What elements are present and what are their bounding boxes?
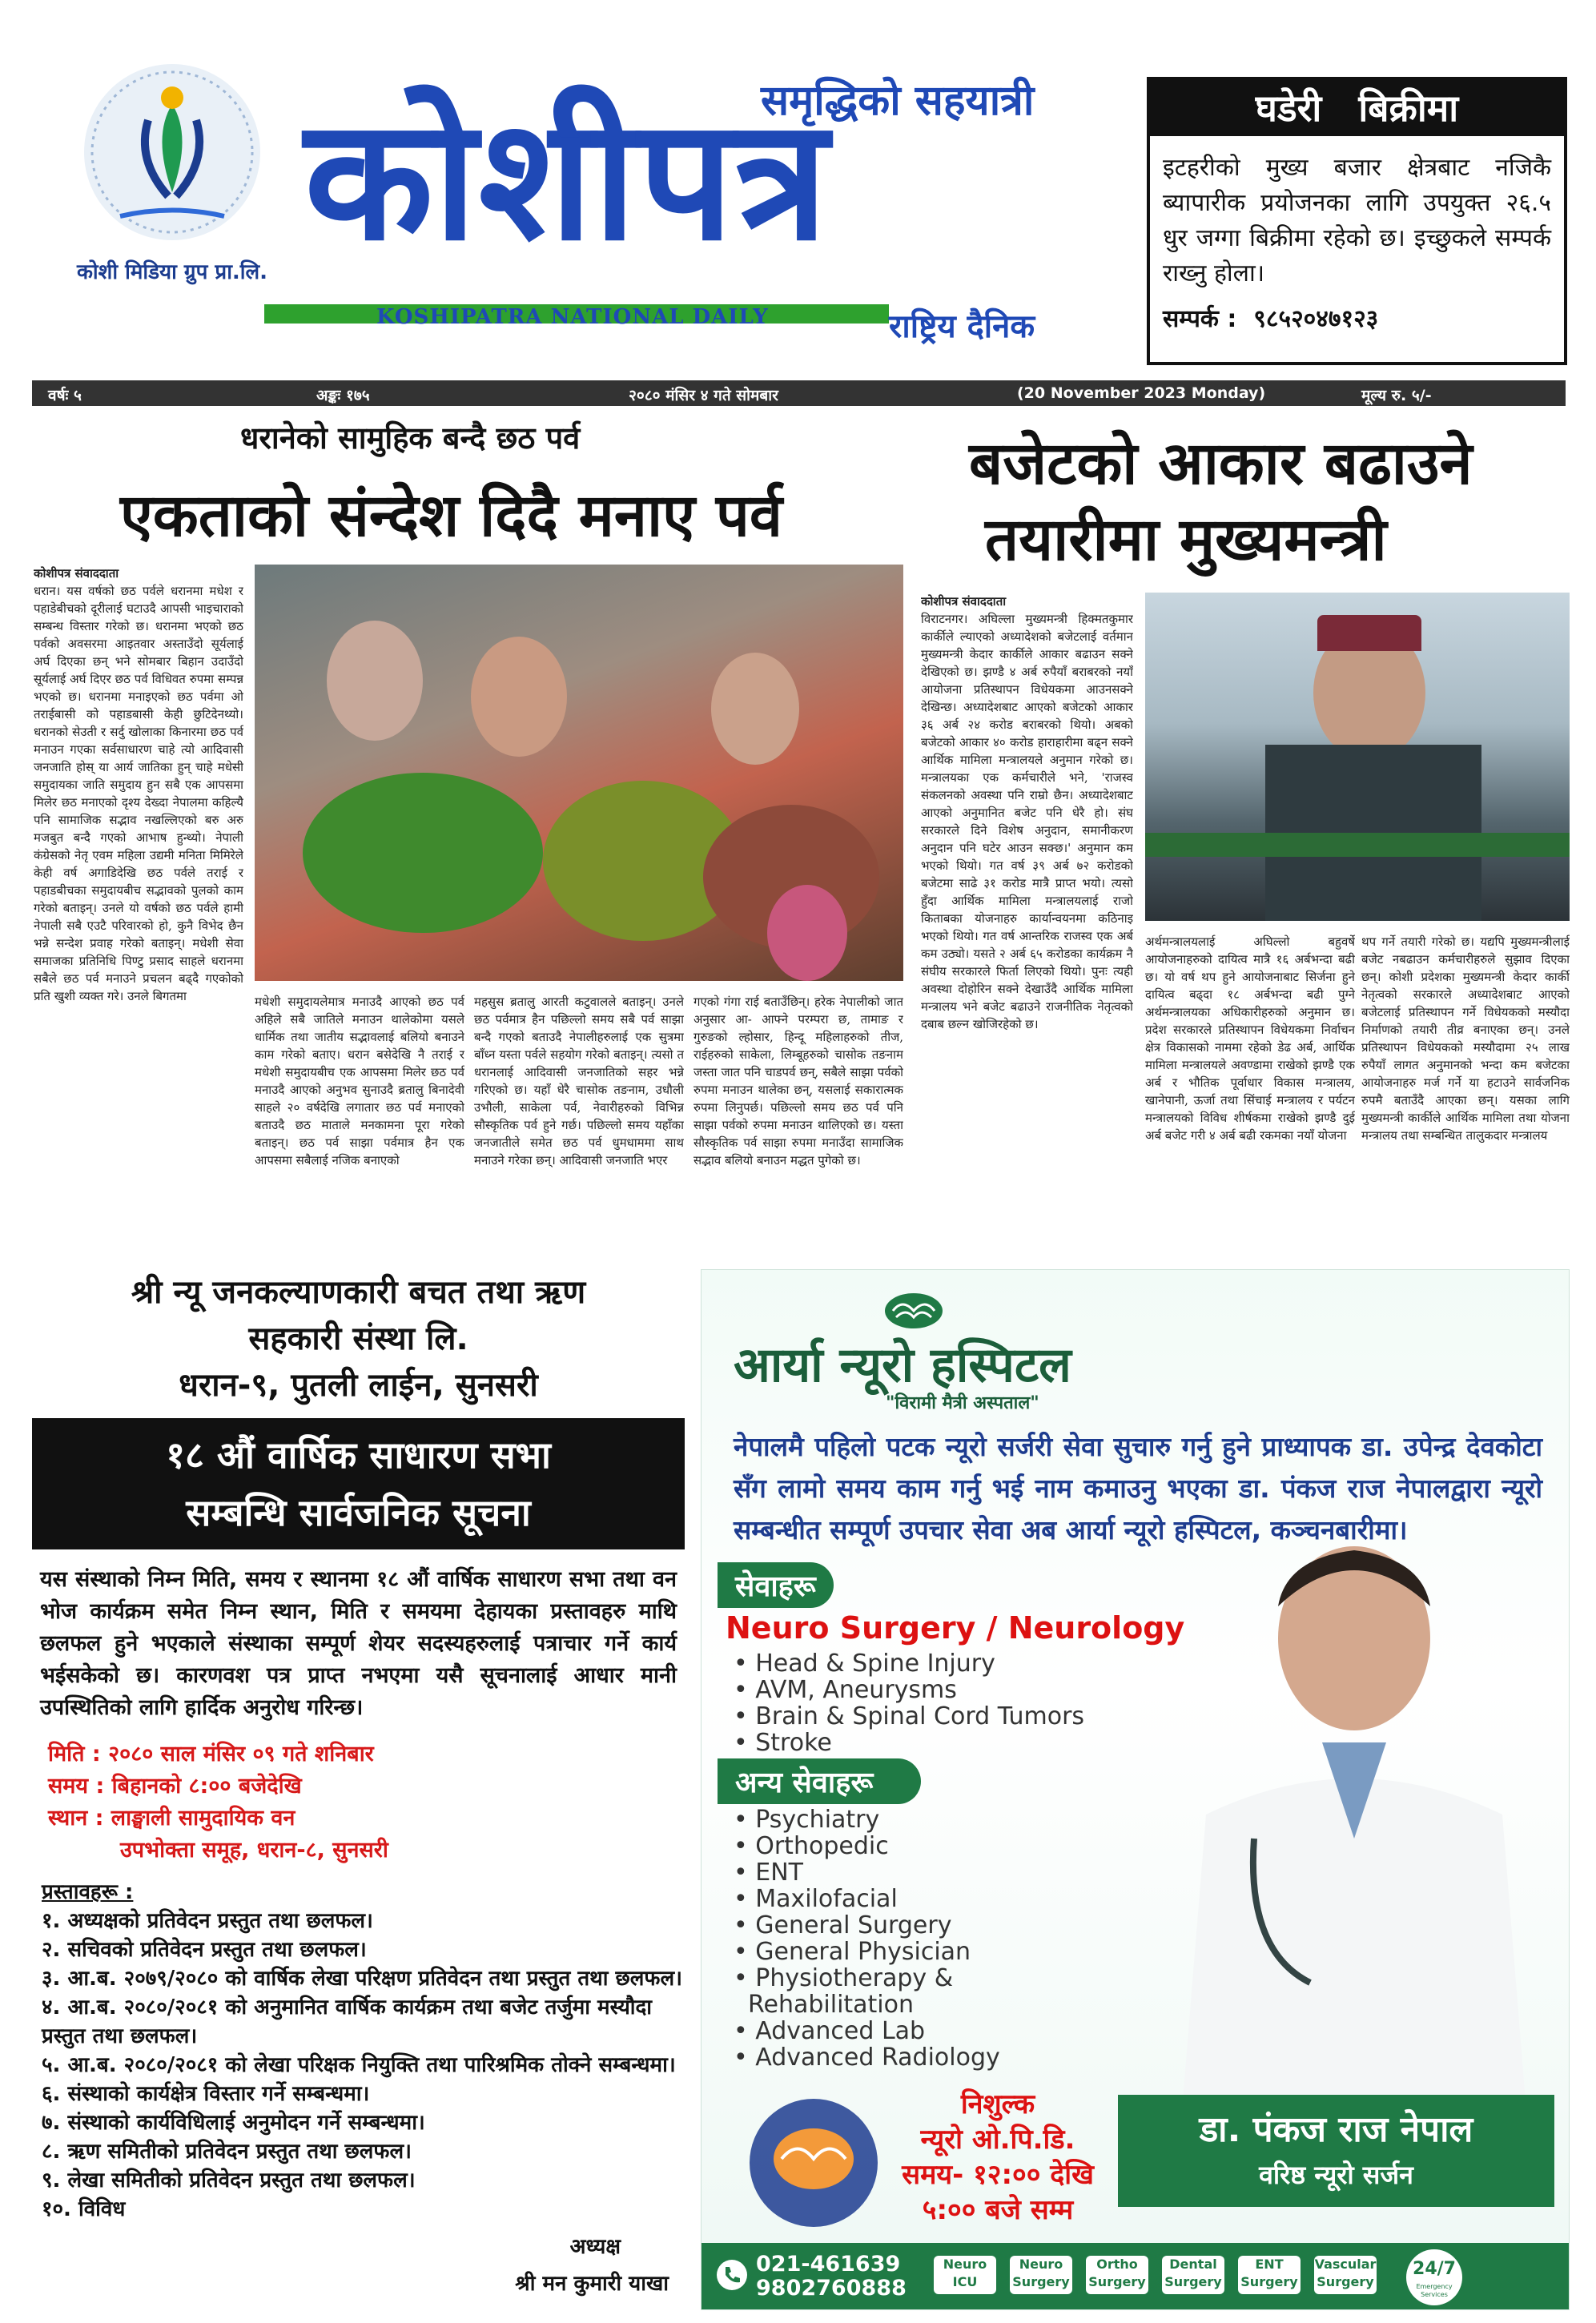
other-services-band (718, 1758, 921, 1804)
proposal-item: ४. आ.ब. २०८०/२०८१ को अनुमानित वार्षिक कार्यक्रम तथा बजेट तर्जुमा मस्यौदा प्रस्तुत तथा छलफल। (42, 1995, 653, 2048)
proposal-item: ७. संस्थाको कार्यविधिलाई अनुमोदन गर्ने सम्बन्धमा। (42, 2111, 425, 2135)
proposal-item: ६. संस्थाको कार्यक्षेत्र विस्तार गर्ने सम्बन्धमा। (42, 2082, 370, 2106)
story2-column-3: थप गर्ने तयारी गरेको छ। यद्यपि मुख्यमन्त्रीलाई बजेट नबढाउन कर्मचारीहरुले सुझाव दिएका छन्। कोशी प्रदेशका मुख्यमन्त्री केदार कार्की नेतृत्वको सरकारले अध्यादेशबाट आएको बजेटलाई प्रतिस्थापन गर्ने विधेयकको मस्यौदा निर्माणको तयारी तीव्र बनाएका छन्। उनले प्रतिस्थापन विधेयकको मस्यौदामा २५ लाख रुपैयाँ लागत अनुमानको भन्दा कम बजेटका आयोजनाहरु मर्ज गर्ने या हटाउने सार्वजनिक रुपमै बताउँदै आएका छन्। यसका लागि मुख्यमन्त्री कार्कीले आर्थिक मामिला तथा योजना मन्त्रालय तथा सम्बन्धित तालुकदार मन्त्रालय (1361, 934, 1570, 1143)
service-pill: Vascular Surgery (1314, 2256, 1377, 2294)
free-opd-block (894, 2087, 1102, 2228)
free-opd-line4: ५:०० बजे सम्म (922, 2194, 1074, 2226)
hospital-advertisement (701, 1269, 1570, 2310)
free-opd-line2: न्यूरो ओ.पि.डि. (920, 2124, 1075, 2156)
other-service-item: • General Physician (734, 1938, 971, 1966)
services-band (718, 1562, 834, 1608)
other-service-item: • Advanced Lab (734, 2017, 926, 2045)
notice-title-line2: सम्बन्धि सार्वजनिक सूचना (186, 1491, 531, 1534)
date-english: (20 November 2023 Monday) (1017, 384, 1266, 402)
hospital-phones (756, 2253, 907, 2301)
story1-headline: एकताको संन्देश दिदै मनाए पर्व (120, 481, 782, 550)
other-service-item: • Advanced Radiology (734, 2044, 1000, 2072)
masthead-daily-label: राष्ट्रिय दैनिक (889, 308, 1035, 345)
phone-icon (716, 2259, 748, 2294)
story2-photo-chief-minister (1145, 593, 1570, 921)
notice-place-line2: उपभोक्ता समूह, धरान-८, सुनसरी (120, 1838, 388, 1863)
phone-2: 9802760888 (756, 2276, 907, 2301)
brain-scan-icon (746, 2095, 882, 2234)
other-service-item: • Maxilofacial (734, 1885, 898, 1913)
proposal-item: ३. आ.ब. २०७९/२०८० को वार्षिक लेखा परिक्षण प्रतिवेदन तथा प्रस्तुत तथा छलफल। (42, 1967, 682, 1991)
publisher-logo (56, 56, 288, 272)
notice-sign-title: अध्यक्ष (569, 2235, 621, 2259)
story1-column-3: महसुस ब्रतालु आरती कटुवालले बताइन्। उनले छठ पर्वमात्र हैन पछिल्लो समय सबै पर्व साझा बन्दै गएको बताउदै नेपालीहरुलाई एक सुत्रमा बाँध्न यस्ता पर्वले सहयोग गरेको बताइन्। त्यसो त धरानलाई आदिवासी जनजातिको सहर भन्ने गरिएको छ। यहाँ धेरै चासोक तङनाम, उधौली उभौली, साकेला पर्व, नेवारीहरुको विभिन्न सौस्कृतिक पर्व हुने गर्छ। पछिल्लो समय यहाँका जनजातीले समेत छठ पर्व धुमधाममा साथ मनाउने गरेका छन्। आदिवासी जनजाति भएर (474, 995, 684, 1168)
proposal-item: १०. विविध (42, 2197, 126, 2221)
masthead-tagline: समृद्धिको सहयात्री (761, 77, 1035, 125)
free-opd-line1: निशुल्क (960, 2088, 1035, 2120)
hospital-footer-bar (702, 2243, 1570, 2310)
other-service-item: Rehabilitation (748, 1991, 915, 2019)
specialty-title: Neuro Surgery / Neurology (726, 1610, 1185, 1646)
notice-title-band (32, 1418, 685, 1549)
doctor-name: डा. पंकज राज नेपाल (1199, 2109, 1473, 2150)
other-services-list (734, 1807, 1000, 2071)
notice-body: यस संस्थाको निम्न मिति, समय र स्थानमा १८ औं वार्षिक साधारण सभा तथा वन भोज कार्यक्रम समेत निम्न स्थान, मिति र समयमा देहायका प्रस्तावहरु माथि छलफल हुने भएकाले संस्थाका सम्पूर्ण शेयर सदस्यहरुलाई पत्राचार गर्ने कार्य भईसकेको छ। कारणवश पत्र प्राप्त नभएमा यसै सूचनालाई आधार मानी उपस्थितिको लागि हार्दिक अनुरोध गरिन्छ। (40, 1567, 677, 1720)
story2-col1-text: विराटनगर। अघिल्ला मुख्यमन्त्री हिक्मतकुमार कार्कीले ल्याएको अध्यादेशको बजेटलाई वर्तमान मुख्यमन्त्री केदार कार्कीले आकार बढाउन सक्ने देखिएको छ। झण्डै ४ अर्ब रुपैयाँ बराबरको नयाँ आयोजना प्रतिस्थापन विधेयकमा आउनसक्ने देखिन्छ। अध्यादेशबाट आएको बजेटको आकार ३६ अर्ब २४ करोड बराबरको थियो। अबको बजेटको आकार ४० करोड हाराहारीमा बढ्न सक्ने आर्थिक मामिला मन्त्रालयले अनुमान गरेको छ। मन्त्रालयका एक कर्मचारीले भने, 'राजस्व संकलनको अवस्था पनि राम्रो छैन। अध्यादेशबाट आएको अनुमानित बजेट पनि धेरै हो। संघ सरकारले दिने विशेष अनुदान, समानीकरण अनुदान पनि घटेर आउन सक्छ।' अनुमान कम भएको थियो। गत वर्ष ३९ अर्ब ७२ करोडको बजेटमा साढे ३१ करोड मात्रै प्राप्त भयो। त्यसो हुँदा आर्थिक मामिला मन्त्रालयलाई राजो किताबका योजनाहरु कार्यान्वयनमा कठिनाइ भएको थियो। गत वर्ष आन्तरिक राजस्व एक अर्ब कम उठ्यो। यसते २ अर्ब ६५ करोडका कार्यक्रम नै संघीय सरकारले फिर्ता लिएको थियो। पुनः त्यही अवस्था दोहोरिन सक्ने देखाउँदै आर्थिक मामिला मन्त्रालय भने बजेट बढाउने राजनीतिक नेतृत्वको दबाब छल्न खोजिरहेको छ। (921, 612, 1133, 1031)
classified-ad-box (1147, 77, 1567, 365)
story1-column-2: मधेशी समुदायलेमात्र मनाउदै आएको छठ पर्व अहिले सबै जातिले मनाउन थालेकोमा यसले धार्मिक तथा जातीय सद्भावलाई बलियो बनाउने काम गरेको बताए। धरान बसेदेखि नै तराई र मधेशी समुदायबीच एक आपसमा मिलेर छठ पर्व मनाउदै आएको अनुभव सुनाउदै ब्रतालु बिनादेवी साहले २० वर्षदेखि लगातार छठ पर्व मनाएको बताउदै छठ माताले मनकामना पूरा गरेको बताइन्। छठ पर्व साझा पर्वमात्र हैन एक आपसमा सबैलाई नजिक बनाएको (255, 995, 464, 1168)
notice-time: समय : बिहानको ८:०० बजेदेखि (48, 1774, 302, 1799)
service-pill: ENT Surgery (1238, 2256, 1301, 2294)
story1-column-4: गएको गंगा राई बताउँछिन्। हरेक नेपालीको जात अनुसार आ- आफ्ने परम्परा छ, तामाङ र गुरुङको ल्होसार, हिन्दू महिलाहरुको तीज, राईहरुको साकेला, लिम्बूहरुको चासोक तङनाम जस्ता जात पनि चाडपर्व छन्, सबैले साझा पर्वको रुपमा मनाउन थालेका छन्, यसलाई सकारात्मक रुपमा लिनुपर्छ। पछिल्लो समय छठ पर्व पनि साझा पर्वको रुपमा मनाउन थालिएको छ। यस्ता सौस्कृतिक पर्व साझा रुपमा मनाउँदा सामाजिक सद्भाव बलियो बनाउन मद्धत पुगेको छ। (693, 995, 903, 1168)
emergency-badge: 24/7 Emergency Services (1406, 2249, 1462, 2305)
story2-byline: कोशीपत्र संवाददाता (921, 594, 1007, 609)
notice-sign-name: श्री मन कुमारी याखा (515, 2272, 669, 2296)
proposal-item: १. अध्यक्षको प्रतिवेदन प्रस्तुत तथा छलफल। (42, 1909, 373, 1933)
service-pill: Neuro Surgery (1010, 2256, 1072, 2294)
story2-headline-line2: तयारीमा मुख्यमन्त्री (985, 505, 1387, 574)
specialty-item: • AVM, Aneurysms (734, 1676, 957, 1704)
classified-ad-body: इटहरीको मुख्य बजार क्षेत्रबाट नजिकै ब्यापारीक प्रयोजनका लागि उपयुक्त २६.५ धुर जग्गा बिक्रीमा रहेको छ। इच्छुकले सम्पर्क राख्नु होला। (1163, 154, 1551, 287)
proposal-item: ९. लेखा समितीको प्रतिवेदन प्रस्तुत तथा छलफल। (42, 2168, 416, 2192)
classified-ad-title: घडेरी बिक्रीमा (1150, 80, 1564, 136)
specialty-item: • Stroke (734, 1729, 832, 1757)
notice-org-line2: सहकारी संस्था लि. (248, 1320, 468, 1357)
cooperative-notice (32, 1269, 685, 2310)
hospital-intro: नेपालमै पहिलो पटक न्यूरो सर्जरी सेवा सुचारु गर्नु हुने प्राध्यापक डा. उपेन्द्र देवकोटा सँग लामो समय काम गर्नु भई नाम कमाउनु भएका डा. पंकज राज नेपालद्वारा न्यूरो सम्बन्धीत सम्पूर्ण उपचार सेवा अब आर्या न्यूरो हस्पिटल, कञ्चनबारीमा। (734, 1431, 1542, 1545)
notice-org-line1: श्री न्यू जनकल्याणकारी बचत तथा ऋण (131, 1274, 586, 1311)
story2-column-2: अर्थमन्त्रालयलाई अघिल्लो बहुवर्षे आयोजनाहरुको दायित्व मात्रै १६ अर्बभन्दा बढी छ। यो वर्ष थप हुने आयोजनाबाट सिर्जना हुने दायित्व बढ्दा १८ अर्बभन्दा बढी पुग्ने अर्थमन्त्रालयका अधिकारीहरुको अनुमान छ। प्रदेश सरकारले प्रतिस्थापन विधेयकमा निर्वाचन क्षेत्र विकासको नाममा रहेको डेढ अर्ब, आर्थिक मामिला मन्त्रालयले अवण्डामा राखेको झण्डै एक अर्ब र भौतिक पूर्वाधार विकास मन्त्रालय, खानेपानी, ऊर्जा तथा सिंचाई मन्त्रालय र पर्यटन मन्त्रालयको विविध शीर्षकमा राखेको झण्डै दुई अर्ब बजेट गरी ४ अर्ब बढी रकमका नयाँ योजना (1145, 934, 1355, 1143)
notice-date: मिति : २०८० साल मंसिर ०९ गते शनिबार (48, 1742, 374, 1766)
masthead-brand: कोशीपत्र (304, 82, 830, 278)
other-services-title: अन्य सेवाहरू (718, 1758, 921, 1804)
story1-byline: कोशीपत्र संवाददाता (34, 566, 119, 581)
service-pill: Neuro ICU (934, 2256, 996, 2294)
other-service-item: • Physiotherapy & (734, 1964, 954, 1992)
proposal-item: ८. ऋण समितीको प्रतिवेदन प्रस्तुत तथा छलफल। (42, 2140, 412, 2164)
story1-kicker: धरानेको सामुहिक बन्दै छठ पर्व (240, 420, 581, 456)
doctor-title: वरिष्ठ न्यूरो सर्जन (1259, 2160, 1413, 2190)
notice-place-line1: स्थान : लाङ्घाली सामुदायिक वन (48, 1806, 295, 1831)
story2-column-1 (921, 593, 1133, 1257)
contact-label: सम्पर्क : (1163, 305, 1237, 333)
phone-1: 021-461639 (756, 2252, 901, 2277)
free-opd-line3: समय- १२:०० देखि (902, 2159, 1094, 2191)
services-title: सेवाहरू (718, 1562, 834, 1608)
other-service-item: • Orthopedic (734, 1832, 889, 1860)
story1-col1-text: धरान। यस वर्षको छठ पर्वले धरानमा मधेश र पहाडेबीचको दूरीलाई घटाउदै आपसी भाइचाराको सम्बन्ध विस्तार गरेको छ। धरानमा भएको छठ पर्वको अवसरमा आइतवार अस्ताउँदो सूर्यलाई अर्घ दिएका छन् भने सोमबार बिहान उदाउँदो सूर्यलाई अर्घ दिएर छठ पर्व विधिवत रुपमा सम्पन्न भएको छ। धरानमा मनाइएको छठ पर्वमा ओ तराईबासी को पहाडबासी केही छुटिदेनथ्यो। धरानको सेउती र सर्दु खोलाका किनारमा छठ पर्व मनाउन गएका सर्वसाधारण चाहे त्यो आदिवासी जनजाति होस् या आर्य जातिका हुन् चाहे मधेसी समुदायका जाति समुदाय हुन सबै एक आपसमा मिलेर छठ मनाएको दृश्य देख्दा नेपालमा कहिल्यै पनि सामाजिक सद्भाव नखल्लिएको बरु अरु मजबुत बन्दै गएको आभाष हुन्थ्यो। नेपाली कंग्रेसको नेतृ एवम महिला उद्यमी मनिता मिमिरेले केही वर्ष अगाडिदेखि छठ पर्वले तराई र पहाडबीचका समुदायबीच सद्भावको पुलको काम गरेको बताइन्। उनले यो वर्षको छठ पर्वले हामी नेपाली सबै एउटै परिवारको हो, कुनै विभेद छैन भन्ने सन्देश प्रवाह गरेको बताइन्। मधेशी सेवा समाजका प्रतिनिधि पिण्टु प्रसाद साहले धरानमा सबैले छठ पर्व मनाउने प्रचलन बढ्दै गएकोको प्रति खुशी व्यक्त गरे। उनले बिगतमा (34, 584, 243, 1003)
date-nepali: २०८० मंसिर ४ गते सोमबार (629, 387, 778, 404)
hospital-name: आर्या न्यूरो हस्पिटल (734, 1337, 1071, 1393)
masthead-brand-english: KOSHIPATRA NATIONAL DAILY (376, 305, 769, 329)
other-service-item: • Psychiatry (734, 1806, 880, 1834)
volume-year: वर्षः ५ (48, 387, 82, 404)
service-pill: Ortho Surgery (1086, 2256, 1148, 2294)
classified-ad-contact (1150, 291, 1564, 344)
specialty-item: • Head & Spine Injury (734, 1650, 995, 1678)
other-service-item: • General Surgery (734, 1911, 952, 1939)
proposal-item: २. सचिवको प्रतिवेदन प्रस्तुत तथा छलफल। (42, 1938, 367, 1962)
issue-number: अङ्कः १७५ (316, 387, 370, 404)
proposal-item: ५. आ.ब. २०८०/२०८१ को लेखा परिक्षक नियुक्ति तथा पारिश्रमिक तोक्ने सम्बन्धमा। (42, 2053, 676, 2077)
notice-proposals-title: प्रस्तावहरू : (42, 1880, 134, 1904)
specialty-item: • Brain & Spinal Cord Tumors (734, 1702, 1085, 1730)
service-pill: Dental Surgery (1162, 2256, 1224, 2294)
doctor-name-band (1118, 2095, 1554, 2207)
issue-info-strip (32, 380, 1566, 406)
story2-headline-line1: बजेटको आकार बढाउने (969, 429, 1473, 498)
story1-photo (255, 565, 903, 981)
contact-number: ९८५२०४७१२३ (1253, 305, 1379, 333)
other-service-item: • ENT (734, 1859, 803, 1887)
notice-org-line3: धरान-९, पुतली लाईन, सुनसरी (179, 1367, 538, 1404)
publisher-name: कोशी मिडिया ग्रुप प्रा.लि. (76, 260, 268, 284)
doctor-photo (1150, 1502, 1558, 2111)
price: मूल्य रु. ५/- (1361, 387, 1432, 404)
notice-title-line1: १८ औं वार्षिक साधारण सभा (166, 1433, 551, 1477)
hospital-tagline: "विरामी मैत्री अस्पताल" (886, 1393, 1039, 1413)
story1-column-1 (34, 565, 243, 1273)
specialty-list (734, 1650, 1084, 1756)
